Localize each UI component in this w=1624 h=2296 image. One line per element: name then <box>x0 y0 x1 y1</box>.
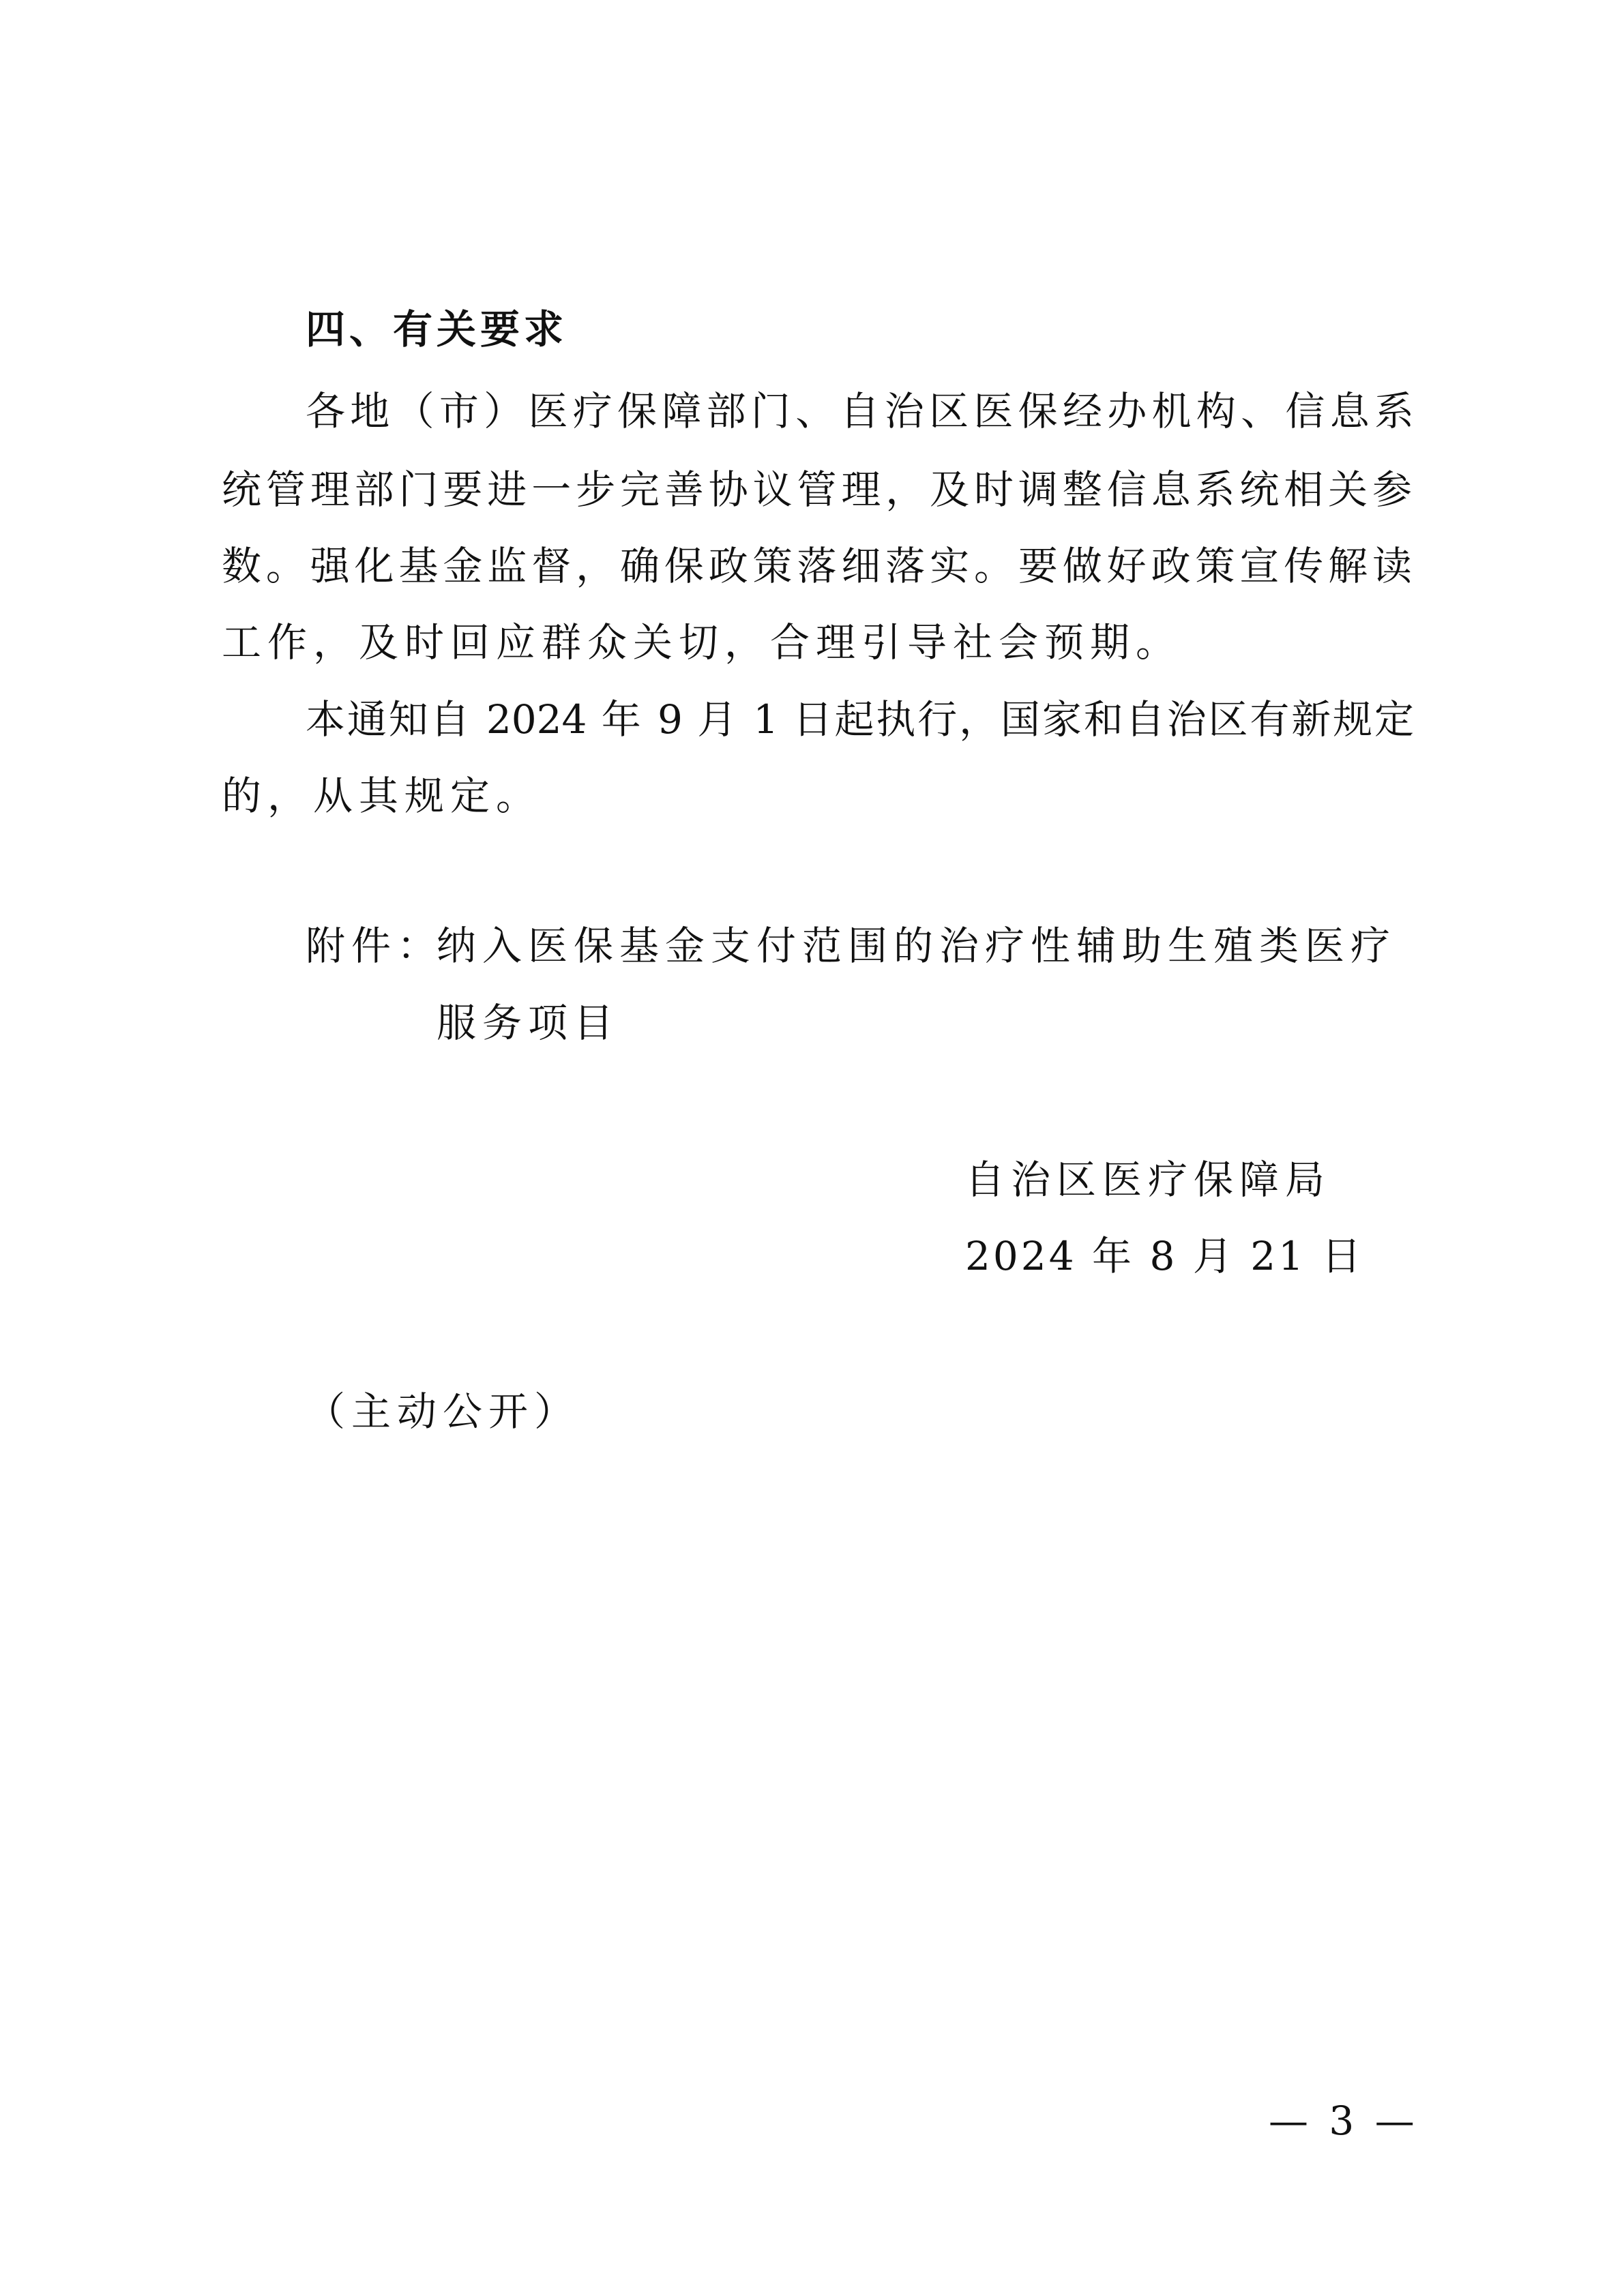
paragraph-1-line-4: 工作，及时回应群众关切，合理引导社会预期。 <box>222 619 1182 666</box>
paragraph-1-line-3: 数。强化基金监督，确保政策落细落实。要做好政策宣传解读 <box>222 543 1412 589</box>
issuer-name: 自治区医疗保障局 <box>965 1157 1331 1203</box>
disclosure-note: （主动公开） <box>306 1388 580 1435</box>
paragraph-2-line-2: 的，从其规定。 <box>222 773 542 819</box>
paragraph-2-line-1: 本通知自 2024 年 9 月 1 日起执行，国家和自治区有新规定 <box>306 696 1414 743</box>
section-heading: 四、有关要求 <box>306 306 568 353</box>
paragraph-1-line-1: 各地（市）医疗保障部门、自治区医保经办机构、信息系 <box>306 388 1414 434</box>
attachment-label: 附件： <box>306 923 443 969</box>
attachment-title-line-2: 服务项目 <box>437 1000 620 1046</box>
issue-date: 2024 年 8 月 21 日 <box>965 1233 1364 1279</box>
paragraph-1-line-2: 统管理部门要进一步完善协议管理，及时调整信息系统相关参 <box>222 466 1412 513</box>
attachment-title-line-1: 纳入医保基金支付范围的治疗性辅助生殖类医疗 <box>437 923 1397 969</box>
page-number: — 3 — <box>1269 2098 1419 2144</box>
